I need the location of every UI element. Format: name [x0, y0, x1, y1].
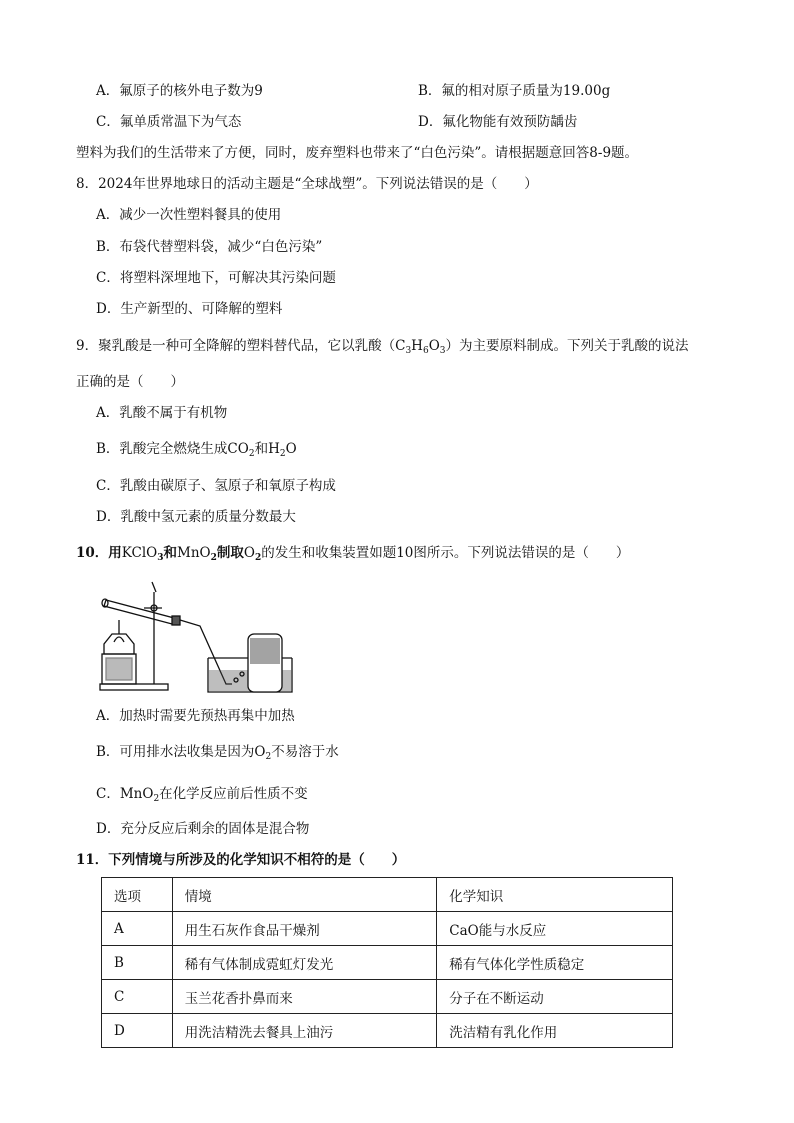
q9-option-d: D．乳酸中氢元素的质量分数最大 — [96, 509, 296, 525]
q9-option-c: C．乳酸由碳原子、氢原子和氧原子构成 — [96, 478, 336, 494]
q10-option-b: B．可用排水法收集是因为$O_2$不易溶于水 — [96, 744, 339, 762]
q8-option-a: A．减少一次性塑料餐具的使用 — [96, 207, 282, 223]
q8-option-c: C．将塑料深埋地下，可解决其污染问题 — [96, 270, 336, 286]
header-context: 情境 — [172, 878, 436, 912]
intro-text: 塑料为我们的生活带来了方便，同时，废弃塑料也带来了“白色污染”。请根据题意回答8-9题。 — [76, 145, 639, 161]
q9-stem-cont: 正确的是（ ） — [76, 374, 184, 390]
q10-option-d: D．充分反应后剩余的固体是混合物 — [96, 821, 310, 837]
header-knowledge: 化学知识 — [437, 878, 673, 912]
oxygen-apparatus-diagram — [96, 578, 296, 696]
q10-option-a: A．加热时需要先预热再集中加热 — [96, 708, 295, 724]
q11-table — [101, 877, 673, 1048]
table-cell: CaO能与水反应 — [437, 912, 673, 946]
q8-option-b: B．布袋代替塑料袋，减少“白色污染” — [96, 239, 323, 255]
table-row — [102, 946, 673, 980]
table-cell: B — [102, 946, 173, 980]
q9-option-b: B．乳酸完全燃烧生成$CO_2$和$H_2O$ — [96, 441, 297, 459]
q8-option-d: D．生产新型的、可降解的塑料 — [96, 301, 283, 317]
q8-stem: 8．2024年世界地球日的活动主题是“全球战塑”。下列说法错误的是（ ） — [76, 176, 538, 192]
q7-option-d: D．氟化物能有效预防龋齿 — [418, 114, 578, 130]
table-cell: C — [102, 980, 173, 1014]
table-cell: 用洗洁精洗去餐具上油污 — [172, 1014, 436, 1048]
table-cell: 用生石灰作食品干燥剂 — [172, 912, 436, 946]
table-cell: A — [102, 912, 173, 946]
table-row — [102, 1014, 673, 1048]
q10-stem: 10．用KClO$_3$和MnO$_2$制取$O_2$的发生和收集装置如题10图所示。下列说法错误的是（ ） — [76, 545, 630, 563]
table-cell: 洗洁精有乳化作用 — [437, 1014, 673, 1048]
header-option: 选项 — [102, 878, 173, 912]
q9-option-a: A．乳酸不属于有机物 — [96, 405, 228, 421]
table-cell: 分子在不断运动 — [437, 980, 673, 1014]
q9-stem: 9．聚乳酸是一种可全降解的塑料替代品，它以乳酸$(C_3H_6O_3)$为主要原料制成。下列关于乳酸的说法 — [76, 338, 689, 356]
table-cell: 稀有气体制成霓虹灯发光 — [172, 946, 436, 980]
table-row — [102, 980, 673, 1014]
q7-option-c: C．氟单质常温下为气态 — [96, 114, 242, 130]
q10-option-c: C．MnO$_2$在化学反应前后性质不变 — [96, 786, 308, 804]
q11-stem: 11．下列情境与所涉及的化学知识不相符的是（ ） — [76, 852, 406, 868]
q7-option-a: A．氟原子的核外电子数为9 — [96, 83, 263, 99]
table-row — [102, 912, 673, 946]
table-cell: D — [102, 1014, 173, 1048]
table-cell: 稀有气体化学性质稳定 — [437, 946, 673, 980]
q7-option-b: B．氟的相对原子质量为19.00g — [418, 83, 611, 99]
table-header-row — [102, 878, 673, 912]
table-cell: 玉兰花香扑鼻而来 — [172, 980, 436, 1014]
